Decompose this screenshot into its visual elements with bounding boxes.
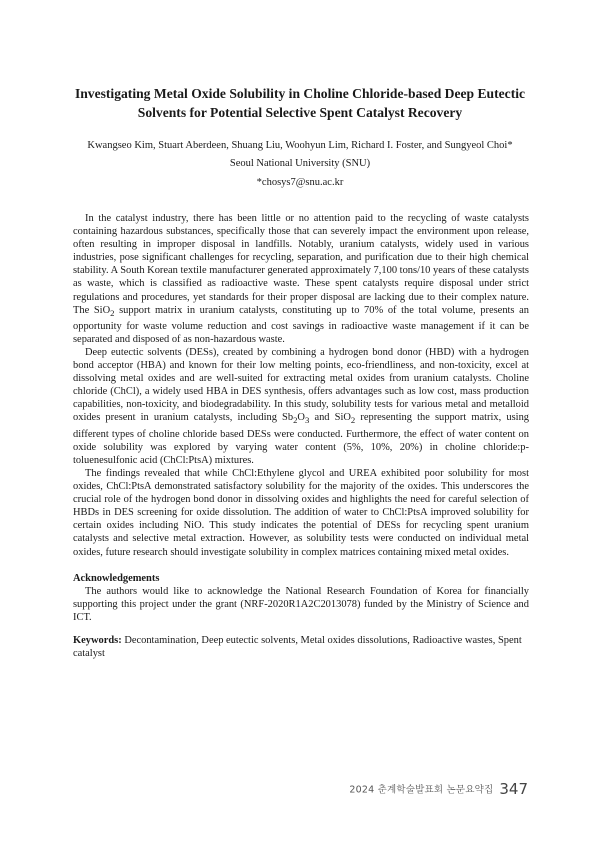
acknowledgements-text: The authors would like to acknowledge the National Research Foundation of Korea for financially supporting this project under the grant (NRF-2020R1A2C2013078) funded by the Ministry of Science and ICT. — [73, 586, 529, 624]
keywords-section — [73, 634, 529, 660]
acknowledgements-heading: Acknowledgements — [73, 573, 160, 584]
p2-text-d: representing the support matrix, using different types of choline chloride based DESs were conducted. Furthermore, the effect of water content on oxide solubility was explored by varying water content (5%, 10%, 20%) in choline chloride:p-toluenesulfonic acid (ChCl:PtsA) mixtures. — [73, 412, 530, 466]
page-footer — [349, 778, 528, 798]
paragraph-1 — [73, 212, 529, 346]
p2-text-b: O — [297, 412, 305, 424]
p2-subscript-2: 3 — [304, 415, 310, 426]
title-line-1: Investigating Metal Oxide Solubility in Choline Chloride-based Deep Eutectic — [74, 86, 526, 101]
p2-subscript-1: 2 — [293, 415, 298, 426]
p1-subscript: 2 — [110, 307, 115, 318]
acknowledgements-section — [73, 572, 529, 624]
keywords-label: Keywords: — [73, 635, 122, 646]
keywords-text: Decontamination, Deep eutectic solvents, Metal oxides dissolutions, Radioactive wastes, Spent catalyst — [73, 635, 522, 660]
abstract-body — [73, 212, 529, 559]
p2-text-a: Deep eutectic solvents (DESs), created by combining a hydrogen bond donor (HBD) with a hydrogen bond acceptor (HBA) and known for their low melting points, eco-friendliness, and non-toxicity, excel at dissolving metal oxides and are well-suited for extracting metal oxides from uranium catalysts. Choline chloride (ChCl), a widely used HBA in DES synthesis, offers advantages such as low cost, mass production capabilities, non-toxicity, and biodegradability. In this study, solubility tests for various metal and metalloid oxides present in uranium catalysts, including Sb — [73, 347, 529, 424]
title-line-2: Solvents for Potential Selective Spent Catalyst Recovery — [137, 105, 463, 120]
proceedings-label: 2024 춘계학술발표회 논문요약집 — [349, 784, 494, 796]
p1-text-a: In the catalyst industry, there has been little or no attention paid to the recycling of waste catalysts containing hazardous substances, specifically those that can severely impact the environment upon release, often resulting in improper disposal in landfills. Notably, uranium catalysts, widely used in various industries, pose significant challenges for recycling, separation, and purification due to their high chemical stability. A South Korean textile manufacturer generated approximately 7,100 tons/10 years of these catalysts as waste, which is classified as radioactive waste. These spent catalysts require disposal under strict regulations and procedures, yet standards for their proper disposal are lacking due to their complex nature. The SiO — [73, 213, 529, 316]
author-list: Kwangseo Kim, Stuart Aberdeen, Shuang Liu, Woohyun Lim, Richard I. Foster, and Sungyeol Choi* — [87, 140, 513, 151]
p2-subscript-3: 2 — [350, 415, 356, 426]
paragraph-3: The findings revealed that while ChCl:Ethylene glycol and UREA exhibited poor solubility for most oxides, ChCl:PtsA demonstrated satisfactory solubility for the majority of the oxides. This underscores the crucial role of the hydrogen bond donor in dissolving oxides and highlights the need for careful selection of HBDs in DES screening for oxide dissolution. The addition of water to ChCl:PtsA improved solubility for certain oxides including NiO. This study indicates the potential of DESs for recycling spent uranium catalysts and selective metal extraction. However, as solubility tests were conducted on individual metal oxides, future research should investigate solubility in complex matrices containing mixed metal oxides. — [73, 467, 529, 558]
paragraph-2 — [73, 346, 529, 467]
p1-text-b: support matrix in uranium catalysts, constituting up to 70% of the total volume, presents an opportunity for waste volume reduction and cost savings in radioactive waste management if it can be separated and disposed of as non-hazardous waste. — [73, 304, 529, 345]
affiliation: Seoul National University (SNU) — [229, 158, 371, 169]
p2-text-c: and SiO — [309, 412, 351, 424]
corresponding-email: *chosys7@snu.ac.kr — [256, 177, 344, 188]
paper-title — [60, 84, 540, 122]
page-number: 347 — [499, 779, 528, 798]
